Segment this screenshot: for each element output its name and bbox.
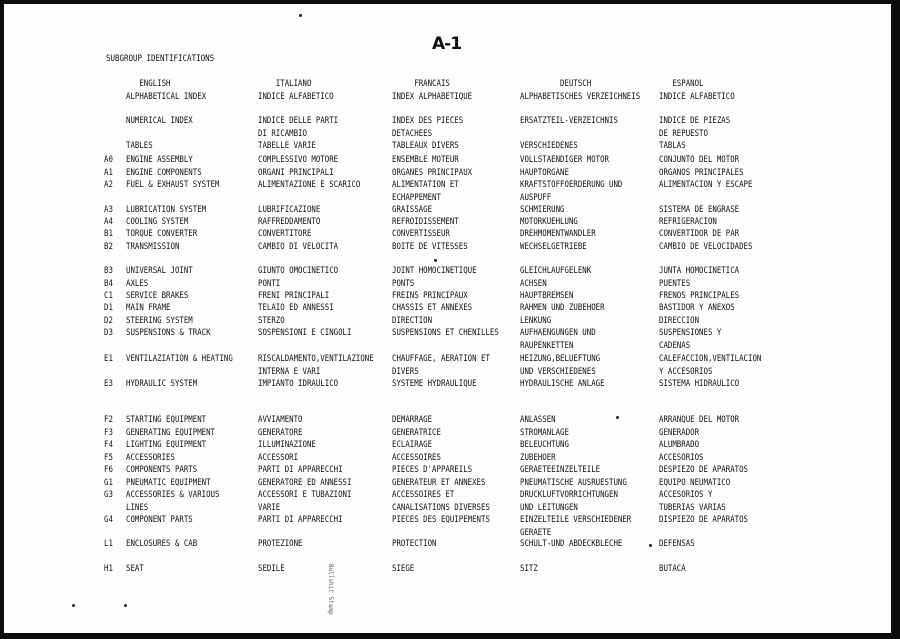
subgroup-code: A2 <box>104 180 113 190</box>
cell-english: LIGHTING EQUIPMENT <box>126 440 207 450</box>
cell-espanol: DIRECCION <box>659 316 700 326</box>
subgroup-code: C1 <box>104 291 113 301</box>
cell-english: LUBRICATION SYSTEM <box>126 205 207 215</box>
subgroup-code: F5 <box>104 453 113 463</box>
cell-francais: ACCESSOIRES <box>392 453 441 463</box>
cell-italiano: GENERATORE ED ANNESSI <box>258 478 352 488</box>
cell-english: FUEL & EXHAUST SYSTEM <box>126 180 220 190</box>
cell-espanol: FRENOS PRINCIPALES <box>659 291 740 301</box>
cell-italiano: ITALIANO INDICE ALFABETICO <box>258 79 334 102</box>
cell-italiano: STERZO <box>258 316 285 326</box>
cell-deutsch: RAHMEN UND ZUBEHOER <box>520 303 605 313</box>
cell-italiano: RAFFREDDAMENTO <box>258 217 321 227</box>
cell-espanol: JUNTA HOMOCINETICA <box>659 266 740 276</box>
cell-espanol: ARRANQUE DEL MOTOR <box>659 415 740 425</box>
cell-italiano: CONVERTITORE <box>258 229 312 239</box>
cell-espanol: EQUIPO NEUMATICO <box>659 478 731 488</box>
cell-francais: SYSTEME HYDRAULIQUE <box>392 379 477 389</box>
cell-deutsch: LENKUNG <box>520 316 552 326</box>
cell-english: TABLES <box>126 141 153 151</box>
subgroup-code: F2 <box>104 415 113 425</box>
cell-espanol: ESPANOL INDICE ALFABETICO <box>659 79 735 102</box>
cell-deutsch: ACHSEN <box>520 279 547 289</box>
cell-francais: BOITE DE VITESSES <box>392 242 468 252</box>
cell-english: STEERING SYSTEM <box>126 316 193 326</box>
subgroup-code: D3 <box>104 328 113 338</box>
cell-italiano: AVVIAMENTO <box>258 415 303 425</box>
cell-francais: GENERATRICE <box>392 428 441 438</box>
cell-espanol: DISPIEZO DE APARATOS <box>659 515 748 525</box>
cell-english: TORQUE CONVERTER <box>126 229 198 239</box>
cell-deutsch: SCHMIERUNG <box>520 205 565 215</box>
table-row <box>4 115 891 141</box>
table-row <box>4 78 891 104</box>
cell-italiano: RISCALDAMENTO,VENTILAZIONE INTERNA E VARI <box>258 354 374 377</box>
subgroup-code: F6 <box>104 465 113 475</box>
cell-francais: ALIMENTATION ET ECHAPPEMENT <box>392 180 459 203</box>
cell-english: STARTING EQUIPMENT <box>126 415 207 425</box>
cell-francais: TABLEAUX DIVERS <box>392 141 459 151</box>
subgroup-code: F3 <box>104 428 113 438</box>
cell-deutsch: ERSATZTEIL-VERZEICHNIS <box>520 116 618 126</box>
cell-italiano: IMPIANTO IDRAULICO <box>258 379 339 389</box>
cell-deutsch: SCHULT-UND ABDECKBLECHE <box>520 539 623 549</box>
table-row <box>4 514 891 540</box>
cell-italiano: COMPLESSIVO MOTORE <box>258 155 339 165</box>
cell-deutsch: VOLLSTAENDIGER MOTOR <box>520 155 609 165</box>
table-row <box>4 353 891 379</box>
cell-english: ENGINE COMPONENTS <box>126 168 202 178</box>
cell-english: SERVICE BRAKES <box>126 291 189 301</box>
cell-deutsch: HEIZUNG,BELUEFTUNG UND VERSCHIEDENES <box>520 354 601 377</box>
cell-english: ENGLISH ALPHABETICAL INDEX <box>126 79 207 102</box>
cell-francais: PIECES D'APPAREILS <box>392 465 473 475</box>
cell-espanol: CALEFACCION,VENTILACION Y ACCESORIOS <box>659 354 762 377</box>
cell-espanol: REFRIGERACION <box>659 217 717 227</box>
cell-deutsch: WECHSELGETRIEBE <box>520 242 587 252</box>
cell-francais: DIRECTION <box>392 316 433 326</box>
cell-italiano: ACCESSORI E TUBAZIONI VARIE <box>258 490 352 513</box>
cell-francais: CONVERTISSEUR <box>392 229 450 239</box>
subgroup-code: G3 <box>104 490 113 500</box>
cell-deutsch: HAUPTBREMSEN <box>520 291 574 301</box>
subgroup-code: B3 <box>104 266 113 276</box>
cell-deutsch: BELEUCHTUNG <box>520 440 569 450</box>
subgroup-code: D2 <box>104 316 113 326</box>
subgroup-code: E3 <box>104 379 113 389</box>
cell-deutsch: KRAFTSTOFFOERDERUNG UND AUSPUFF <box>520 180 623 203</box>
cell-italiano: PONTI <box>258 279 281 289</box>
subgroup-code: G4 <box>104 515 113 525</box>
table-row <box>4 179 891 205</box>
cell-english: ENCLOSURES & CAB <box>126 539 198 549</box>
cell-deutsch: STROMANLAGE <box>520 428 569 438</box>
subgroup-code: F4 <box>104 440 113 450</box>
cell-english: GENERATING EQUIPMENT <box>126 428 215 438</box>
cell-francais: SUSPENSIONS ET CHENILLES <box>392 328 499 338</box>
cell-italiano: SOSPENSIONI E CINGOLI <box>258 328 352 338</box>
subgroup-code: E1 <box>104 354 113 364</box>
cell-espanol: SISTEMA HIDRAULICO <box>659 379 740 389</box>
cell-italiano: CAMBIO DI VELOCITA <box>258 242 339 252</box>
cell-francais: ORGANES PRINCIPAUX <box>392 168 473 178</box>
cell-italiano: GENERATORE <box>258 428 303 438</box>
cell-francais: PONTS <box>392 279 415 289</box>
cell-deutsch: SITZ <box>520 564 538 574</box>
cell-francais: GRAISSAGE <box>392 205 433 215</box>
cell-italiano: SEDILE <box>258 564 285 574</box>
cell-francais: JOINT HOMOCINETIQUE <box>392 266 477 276</box>
subgroup-code: B4 <box>104 279 113 289</box>
cell-espanol: BUTACA <box>659 564 686 574</box>
cell-francais: GENERATEUR ET ANNEXES <box>392 478 486 488</box>
subgroup-code: B2 <box>104 242 113 252</box>
cell-italiano: ILLUMINAZIONE <box>258 440 316 450</box>
cell-espanol: CONVERTIDOR DE PAR <box>659 229 740 239</box>
cell-francais: ECLAIRAGE <box>392 440 433 450</box>
cell-english: TRANSMISSION <box>126 242 180 252</box>
cell-francais: ENSEMBLE MOTEUR <box>392 155 459 165</box>
cell-english: ENGINE ASSEMBLY <box>126 155 193 165</box>
subgroup-code: A1 <box>104 168 113 178</box>
cell-italiano: GIUNTO OMOCINETICO <box>258 266 339 276</box>
subgroup-code: B1 <box>104 229 113 239</box>
cell-deutsch: HYDRAULISCHE ANLAGE <box>520 379 605 389</box>
cell-francais: REFROIDISSEMENT <box>392 217 459 227</box>
cell-espanol: CONJUNTO DEL MOTOR <box>659 155 740 165</box>
cell-francais: CHASSIS ET ANNEXES <box>392 303 473 313</box>
cell-english: COMPONENT PARTS <box>126 515 193 525</box>
page-number: A-1 <box>432 34 462 54</box>
cell-deutsch: ANLASSEN <box>520 415 556 425</box>
cell-italiano: ORGANI PRINCIPALI <box>258 168 334 178</box>
cell-francais: CHAUFFAGE, AERATION ET DIVERS <box>392 354 490 377</box>
subgroup-code: A3 <box>104 205 113 215</box>
cell-italiano: TABELLE VARIE <box>258 141 316 151</box>
cell-espanol: CAMBIO DE VELOCIDADES <box>659 242 753 252</box>
cell-espanol: ALUMBRADO <box>659 440 700 450</box>
cell-espanol: ACCESORIOS <box>659 453 704 463</box>
cell-english: VENTILAZIATION & HEATING <box>126 354 233 364</box>
cell-english: COOLING SYSTEM <box>126 217 189 227</box>
cell-deutsch: GERAETEEINZELTEILE <box>520 465 601 475</box>
cell-francais: ACCESSOIRES ET CANALISATIONS DIVERSES <box>392 490 490 513</box>
subgroup-code: L1 <box>104 539 113 549</box>
cell-espanol: GENERADOR <box>659 428 700 438</box>
subgroup-code: A0 <box>104 155 113 165</box>
cell-english: UNIVERSAL JOINT <box>126 266 193 276</box>
cell-italiano: ACCESSORI <box>258 453 299 463</box>
table-row <box>4 378 891 404</box>
cell-espanol: DEFENSAS <box>659 539 695 549</box>
cell-deutsch: DEUTSCH ALPHABETISCHES VERZEICHNEIS <box>520 79 641 102</box>
cell-italiano: FRENI PRINCIPALI <box>258 291 330 301</box>
cell-deutsch: DREHMOMENTWANDLER <box>520 229 596 239</box>
cell-deutsch: DRUCKLUFTVORRICHTUNGEN UND LEITUNGEN <box>520 490 618 513</box>
cell-espanol: PUENTES <box>659 279 691 289</box>
cell-francais: PROTECTION <box>392 539 437 549</box>
cell-italiano: TELAIO ED ANNESSI <box>258 303 334 313</box>
cell-espanol: BASTIDOR Y ANEXOS <box>659 303 735 313</box>
subgroup-code: G1 <box>104 478 113 488</box>
cell-deutsch: ZUBEHOER <box>520 453 556 463</box>
table-row <box>4 538 891 564</box>
cell-english: HYDRAULIC SYSTEM <box>126 379 198 389</box>
cell-italiano: PROTEZIONE <box>258 539 303 549</box>
cell-deutsch: VERSCHIEDENES <box>520 141 578 151</box>
table-row <box>4 327 891 353</box>
subgroup-code: H1 <box>104 564 113 574</box>
cell-english: PNEUMATIC EQUIPMENT <box>126 478 211 488</box>
cell-english: NUMERICAL INDEX <box>126 116 193 126</box>
cell-deutsch: PNEUMATISCHE AUSRUESTUNG <box>520 478 627 488</box>
cell-english: ACCESSORIES & VARIOUS LINES <box>126 490 220 513</box>
cell-francais: SIEGE <box>392 564 415 574</box>
cell-english: AXLES <box>126 279 149 289</box>
cell-italiano: PARTI DI APPARECCHI <box>258 465 343 475</box>
cell-espanol: ACCESORIOS Y TUBERIAS VARIAS <box>659 490 726 513</box>
received-stamp: Bullshit Stamp <box>327 564 334 615</box>
cell-espanol: SISTEMA DE ENGRASE <box>659 205 740 215</box>
table-row <box>4 241 891 267</box>
cell-francais: FREINS PRINCIPAUX <box>392 291 468 301</box>
cell-deutsch: GLEICHLAUFGELENK <box>520 266 592 276</box>
table-row <box>4 563 891 589</box>
cell-italiano: ALIMENTAZIONE E SCARICO <box>258 180 361 190</box>
cell-english: SEAT <box>126 564 144 574</box>
cell-italiano: LUBRIFICAZIONE <box>258 205 321 215</box>
cell-deutsch: MOTORKUEHLUNG <box>520 217 578 227</box>
cell-francais: INDEX DES PIECES DETACHEES <box>392 116 464 139</box>
cell-english: MAIN FRAME <box>126 303 171 313</box>
cell-english: ACCESSORIES <box>126 453 175 463</box>
cell-francais: PIECES DES EQUIPEMENTS <box>392 515 490 525</box>
cell-deutsch: HAUPTORGANE <box>520 168 569 178</box>
cell-espanol: INDICE DE PIEZAS DE REPUESTO <box>659 116 731 139</box>
cell-english: COMPONENTS PARTS <box>126 465 198 475</box>
subgroup-code: D1 <box>104 303 113 313</box>
cell-deutsch: EINZELTEILE VERSCHIEDENER GERAETE <box>520 515 632 538</box>
cell-espanol: DESPIEZO DE APARATOS <box>659 465 748 475</box>
subgroup-code: A4 <box>104 217 113 227</box>
cell-espanol: ALIMENTACION Y ESCAPE <box>659 180 753 190</box>
cell-deutsch: AUFHAENGUNGEN UND RAUPENKETTEN <box>520 328 596 351</box>
cell-italiano: INDICE DELLE PARTI DI RICAMBIO <box>258 116 339 139</box>
cell-italiano: PARTI DI APPARECCHI <box>258 515 343 525</box>
cell-espanol: TABLAS <box>659 141 686 151</box>
table-row <box>4 489 891 515</box>
cell-francais: FRANCAIS INDEX ALPHABETIQUE <box>392 79 473 102</box>
document-page <box>4 4 891 633</box>
cell-espanol: ORGANOS PRINCIPALES <box>659 168 744 178</box>
cell-francais: DEMARRAGE <box>392 415 433 425</box>
page-heading: SUBGROUP IDENTIFICATIONS <box>106 54 215 64</box>
cell-espanol: SUSPENSIONES Y CADENAS <box>659 328 722 351</box>
cell-english: SUSPENSIONS & TRACK <box>126 328 211 338</box>
